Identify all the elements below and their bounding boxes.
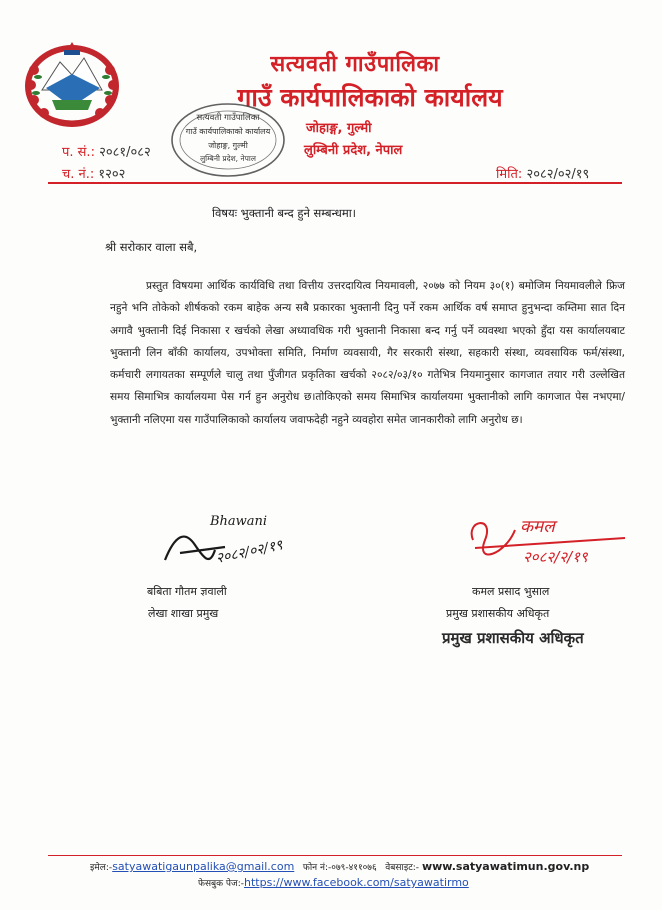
footer-divider [48, 855, 622, 856]
date-value: २०८२/०२/१९ [526, 167, 590, 182]
svg-text:जोहाङ्ग, गुल्मी: जोहाङ्ग, गुल्मी [208, 141, 248, 150]
cao-signature [455, 510, 640, 572]
cao-name: कमल प्रसाद भुसाल [472, 585, 550, 598]
email-link[interactable]: satyawatigaunpalika@gmail.com [112, 860, 295, 873]
accountant-signature [155, 505, 315, 577]
municipality-name: सत्यवती गाउँपालिका [270, 52, 440, 77]
letter-salutation: श्री सरोकार वाला सबै, [105, 240, 198, 254]
footer-facebook-line [198, 876, 469, 889]
phone-number: ०७९-४११०७६ [331, 863, 377, 873]
nepal-emblem-logo [22, 30, 122, 130]
email-label: इमेल:- [90, 863, 113, 873]
patra-sankhya [62, 142, 151, 160]
header-divider [48, 182, 622, 184]
cn-value: १२०२ [98, 167, 126, 182]
accountant-title: लेखा शाखा प्रमुख [148, 607, 219, 620]
accountant-name: बबिता गौतम ज्ञवाली [147, 585, 227, 598]
office-seal-stamp [168, 100, 288, 185]
ps-value: २०८१/०८२ [99, 145, 151, 160]
svg-text:गाउँ कार्यपालिकाको कार्यालय: गाउँ कार्यपालिकाको कार्यालय [185, 127, 271, 136]
phone-label: फोन नं:- [302, 863, 332, 873]
cao-title-stamp: प्रमुख प्रशासकीय अधिकृत [442, 629, 584, 647]
cn-label: च. नं.: [62, 167, 95, 182]
office-name: गाउँ कार्यपालिकाको कार्यालय [237, 83, 503, 112]
letter-body: प्रस्तुत विषयमा आर्थिक कार्यविधि तथा वित्तीय उत्तरदायित्व नियमावली, २०७७ को नियम ३०(१) बमोजिम नियमावलीले फ्रिज नहुने भनि तोकेको शीर्षकको रकम बाहेक अन्य सबै प्रकारका भुक्तानी दिनु पर्ने रकम आर्थिक वर्ष समाप्त हुनुभन्दा कम्तिमा सात दिन अगावै भुक्तानी दिई निकासा र खर्चको लेखा अध्यावधिक गरी भुक्तानी निकासा बन्द गर्नु पर्ने व्यवस्था भएको हुँदा यस कार्यालयबाट भुक्तानी लिन बाँकी कार्यालय, उपभोक्ता समिति, निर्माण व्यवसायी, गैर सरकारी संस्था, सहकारी संस्था, व्यवसायिक फर्म/संस्था, कर्मचारी लगायतका सम्पूर्णले चालु तथा पुँजीगत प्रकृतिका खर्चको २०८२/०३/१० गतेभित्र नियमानुसार कागजात तयार गरी उल्लेखित समय सिमाभित्र कार्यालयमा पेस गर्न हुन अनुरोध छ।तोकिएको समय सिमाभित्र कार्यालयमा भुक्तानीको लागि कागजात पेस नभएमा/भुक्तानी नलिएमा यस गाउँपालिकाको कार्यालय जवाफदेही नहुने व्यवहोरा समेत जानकारीको लागि अनुरोध छ। [110, 280, 625, 426]
date-label: मिति: [496, 167, 523, 182]
svg-text:२०८२/०२/१९: २०८२/०२/१९ [214, 537, 285, 567]
address-line-1: जोहाङ्ग, गुल्मी [306, 121, 372, 136]
ps-label: प. सं.: [62, 145, 95, 160]
letter-subject: विषयः भुक्तानी बन्द हुने सम्बन्धमा। [212, 206, 357, 220]
footer-contact-line [90, 860, 589, 873]
website-link[interactable]: www.satyawatimun.gov.np [421, 860, 590, 873]
svg-text:लुम्बिनी प्रदेश, नेपाल: लुम्बिनी प्रदेश, नेपाल [200, 154, 256, 163]
address-line-2: लुम्बिनी प्रदेश, नेपाल [304, 143, 403, 158]
facebook-link[interactable]: https://www.facebook.com/satyawatirmo [244, 876, 469, 889]
svg-text:२०८२/२/१९: २०८२/२/१९ [523, 548, 588, 566]
cao-title: प्रमुख प्रशासकीय अधिकृत [446, 607, 550, 620]
chalani-number [62, 164, 125, 182]
svg-text:कमल: कमल [520, 517, 555, 537]
letter-date [496, 164, 589, 182]
website-label: वेबसाइट:- [385, 863, 420, 873]
facebook-label: फेसबुक पेज:- [198, 879, 245, 889]
svg-text:Bhawani: Bhawani [210, 514, 268, 529]
svg-text:सत्यवती गाउँपालिका: सत्यवती गाउँपालिका [196, 113, 260, 123]
